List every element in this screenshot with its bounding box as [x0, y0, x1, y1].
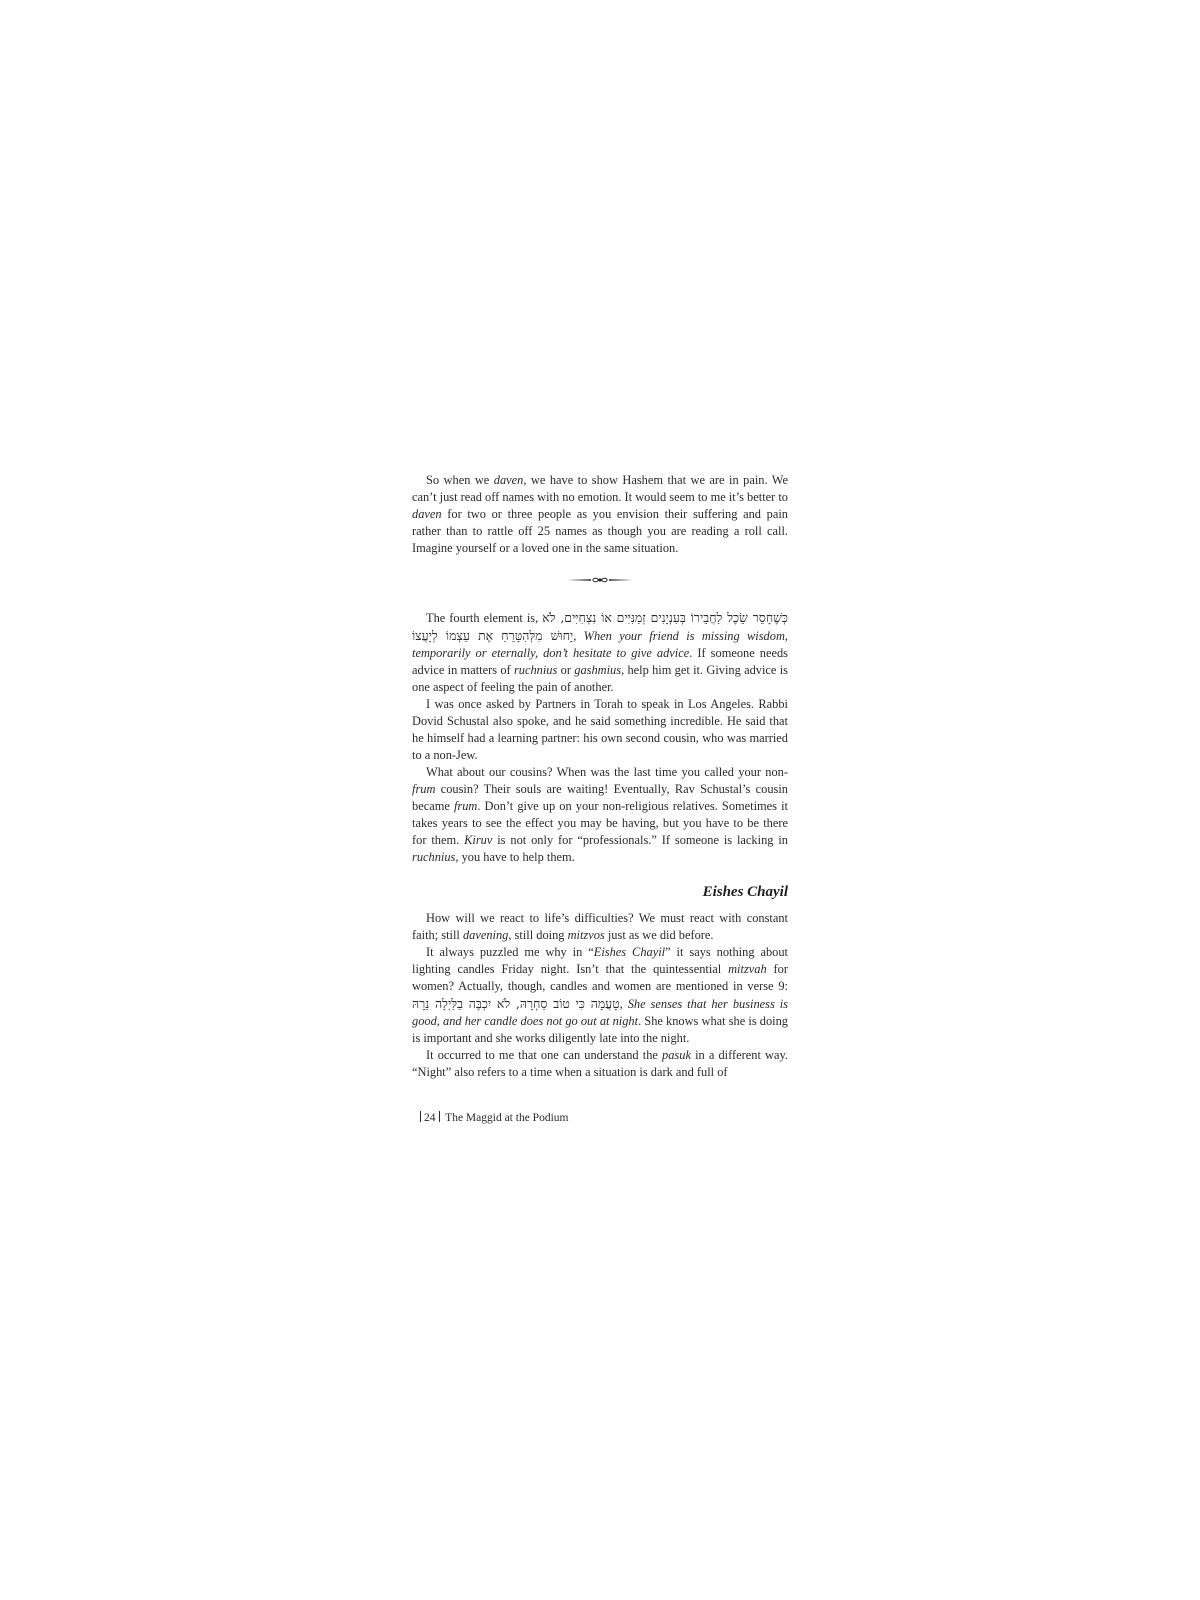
page-footer	[417, 1111, 568, 1124]
italic-term: She senses that her business is good, and her candle does not go out at night	[412, 997, 789, 1028]
text-run: It occurred to me that one can understand the	[426, 1048, 663, 1062]
text-run: . Don’t give up on your non-religious relatives. Sometimes it takes years to see the effect you may be having, but you have to be there for them.	[412, 799, 788, 847]
text-run: . If someone needs advice in matters of	[412, 646, 788, 677]
text-run: I was once asked by Partners in Torah to speak in Los Angeles. Rabbi Dovid Schustal also spoke, and he said something incredible. He said that he himself had a learning partner: his own second cousin, who was married to a non-Jew.	[412, 697, 788, 762]
paragraph	[412, 696, 788, 764]
section-divider-ornament	[412, 557, 788, 609]
text-run: in a different way. “Night” also refers to a time when a situation is dark and full of	[412, 1048, 788, 1079]
text-run: , we have to show Hashem that we are in pain. We can’t just read off names with no emotion. It would seem to me it’s better to	[412, 473, 789, 504]
italic-term: gashmius	[574, 663, 622, 677]
text-run: for two or three people as you envision their suffering and pain rather than to rattle off 25 names as though you are reading a roll call. Imagine yourself or a loved one in the same situation.	[412, 507, 788, 555]
text-run: What about our cousins? When was the last time you called your non-	[426, 765, 788, 779]
divider-flourish-icon	[567, 576, 633, 584]
italic-term: davening	[462, 928, 509, 942]
text-run: . She knows what she is doing is important and she works diligently late into the night.	[412, 1014, 788, 1045]
italic-term: frum	[453, 799, 478, 813]
text-run: How will we react to life’s difficulties? We must react with constant faith; still	[412, 911, 788, 942]
text-run: , you have to help them.	[455, 850, 575, 864]
text-run: So when we	[426, 473, 494, 487]
section-middle	[412, 609, 788, 866]
hebrew-quote: כְּשֶׁחָסֵר שֵׂכֶל לַחֲבֵירוֹ בְּעִנְיָנִים זְמַנִּיִּים אוֹ נִצְחִיִּים, לֹא יָחוּשׁ מִלְּהִטָּרֵחַ אֶת עַצְמוֹ לְיָעֲצוֹ	[412, 610, 788, 643]
italic-term: Eishes Chayil	[593, 945, 666, 959]
text-run: ,	[619, 997, 628, 1011]
italic-term: Kiruv	[464, 833, 493, 847]
page-number: 24	[424, 1112, 436, 1124]
text-run: , still doing	[508, 928, 568, 942]
italic-term: mitzvos	[567, 928, 605, 942]
italic-term: frum	[412, 782, 436, 796]
italic-term: ruchnius	[513, 663, 558, 677]
text-run: , help him get it. Giving advice is one aspect of feeling the pain of another.	[412, 663, 788, 694]
text-run: or	[557, 663, 575, 677]
text-run: is not only for “professionals.” If someone is lacking in	[492, 833, 788, 847]
footer-divider	[420, 1111, 421, 1122]
text-run: The fourth element is,	[426, 611, 543, 625]
italic-term: pasuk	[662, 1048, 691, 1062]
text-run: for women? Actually, though, candles and women are mentioned in verse 9:	[412, 962, 788, 993]
paragraph	[412, 609, 788, 696]
italic-term: daven	[412, 507, 442, 521]
text-run: just as we did before.	[604, 928, 714, 942]
paragraph	[412, 764, 788, 866]
italic-term: ruchnius	[412, 850, 456, 864]
italic-term: daven	[493, 473, 524, 487]
text-run: ,	[573, 629, 584, 643]
italic-term: When your friend is missing wisdom, temporarily or eternally, don’t hesitate to give advice	[412, 629, 788, 660]
text-run: ” it says nothing about lighting candles Friday night. Isn’t that the quintessential	[412, 945, 788, 976]
paragraph	[412, 1047, 788, 1081]
italic-term: mitzvah	[728, 962, 767, 976]
section-heading: Eishes Chayil	[702, 884, 788, 900]
text-run: cousin? Their souls are waiting! Eventually, Rav Schustal’s cousin became	[412, 782, 788, 813]
page-text-block	[412, 472, 788, 1081]
paragraph	[412, 910, 788, 944]
section-top	[412, 472, 788, 557]
hebrew-quote: טָעֲמָה כִּי טוֹב סַחְרָהּ, לֹא יִכְבֶּה בַלַּיְלָה נֵרָהּ	[412, 996, 620, 1011]
footer-divider	[439, 1111, 440, 1122]
paragraph	[412, 944, 788, 1047]
section-bottom	[412, 910, 788, 1081]
running-title: The Maggid at the Podium	[445, 1112, 569, 1124]
text-run: It always puzzled me why in “	[426, 945, 594, 959]
paragraph	[412, 472, 788, 557]
